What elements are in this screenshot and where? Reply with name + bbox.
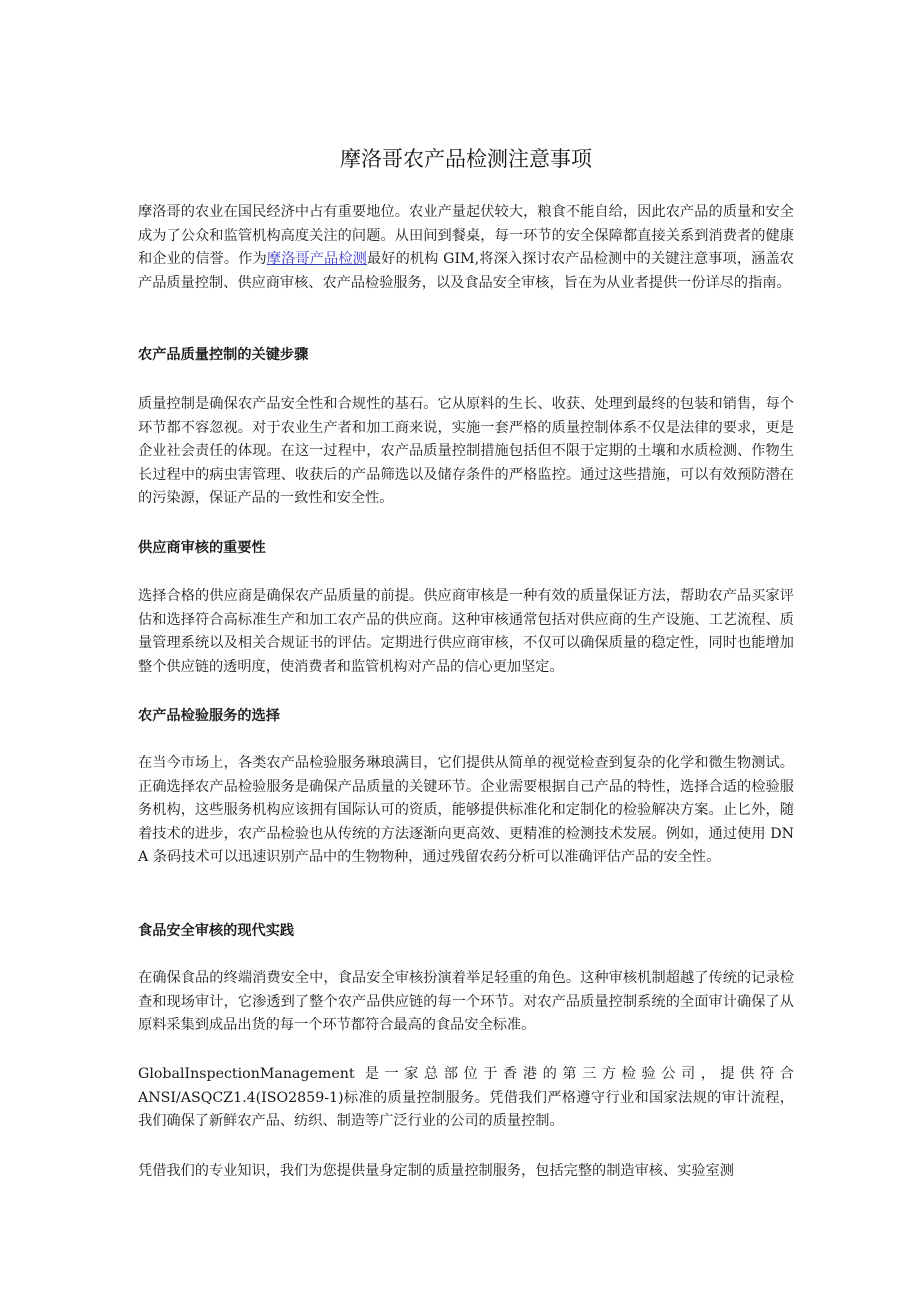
closing-paragraph: 凭借我们的专业知识，我们为您提供量身定制的质量控制服务，包括完整的制造审核、实验室测 (138, 1163, 734, 1179)
section-heading-inspection-services: 农产品检验服务的选择 (138, 708, 280, 724)
section-body-food-safety-audit: 在确保食品的终端消费安全中，食品安全审核扮演着举足轻重的角色。这种审核机制超越了传统的记录检查和现场审计，它渗透到了整个农产品供应链的每一个环节。对农产品质量控制系统的全面审计确保了从原料采集到成品出货的每一个环节都符合最高的食品安全标准。 (138, 970, 794, 1034)
section-heading-supplier-audit: 供应商审核的重要性 (138, 540, 266, 556)
page-title: 摩洛哥农产品检测注意事项 (340, 147, 592, 171)
company-paragraph (138, 1063, 794, 1134)
moroccan-product-inspection-link[interactable]: 摩洛哥产品检测 (266, 251, 367, 268)
company-paragraph-first-line: GlobalInspectionManagement 是一家总部位于香港的第三方检验公司，提供符合 (138, 1066, 794, 1082)
company-paragraph-rest: ANSI/ASQCZ1.4(ISO2859-1)标准的质量控制服务。凭借我们严格遵守行业和国家法规的审计流程，我们确保了新鲜农产品、纺织、制造等广泛行业的公司的质量控制。 (138, 1089, 794, 1130)
intro-text-after-link: 最好的机构 GIM,将深入探讨农产品检测中的关键注意事项，涵盖农产品质量控制、供应商审核、农产品检验服务，以及食品安全审核，旨在为从业者提供一份详尽的指南。 (138, 251, 794, 291)
section-heading-food-safety-audit: 食品安全审核的现代实践 (138, 923, 295, 939)
intro-paragraph (138, 201, 794, 295)
section-body-supplier-audit: 选择合格的供应商是确保农产品质量的前提。供应商审核是一种有效的质量保证方法，帮助农产品买家评估和选择符合高标准生产和加工农产品的供应商。这种审核通常包括对供应商的生产设施、工艺流程、质量管理系统以及相关合规证书的评估。定期进行供应商审核，不仅可以确保质量的稳定性，同时也能增加整个供应链的透明度，使消费者和监管机构对产品的信心更加坚定。 (138, 588, 794, 675)
intro-text-before-link: 摩洛哥的农业在国民经济中占有重要地位。农业产量起伏较大，粮食不能自给，因此农产品的质量和安全成为了公众和监管机构高度关注的问题。从田间到餐桌，每一环节的安全保障都直接关系到消费者的健康和企业的信誉。作为 (138, 204, 794, 268)
section-heading-quality-control: 农产品质量控制的关键步骤 (138, 347, 309, 363)
section-body-quality-control: 质量控制是确保农产品安全性和合规性的基石。它从原料的生长、收获、处理到最终的包装和销售，每个环节都不容忽视。对于农业生产者和加工商来说，实施一套严格的质量控制体系不仅是法律的要求，更是企业社会责任的体现。在这一过程中，农产品质量控制措施包括但不限于定期的土壤和水质检测、作物生长过程中的病虫害管理、收获后的产品筛选以及储存条件的严格监控。通过这些措施，可以有效预防潜在的污染源，保证产品的一致性和安全性。 (138, 396, 794, 507)
section-body-inspection-services: 在当今市场上，各类农产品检验服务琳琅满目，它们提供从简单的视觉检查到复杂的化学和微生物测试。正确选择农产品检验服务是确保产品质量的关键环节。企业需要根据自己产品的特性，选择合适的检验服务机构，这些服务机构应该拥有国际认可的资质，能够提供标准化和定制化的检验解决方案。止匕外，随着技术的进步，农产品检验也从传统的方法逐渐向更高效、更精准的检测技术发展。例如，通过使用 DNA 条码技术可以迅速识别产品中的生物物种，通过残留农药分析可以准确评估产品的安全性。 (138, 755, 794, 866)
